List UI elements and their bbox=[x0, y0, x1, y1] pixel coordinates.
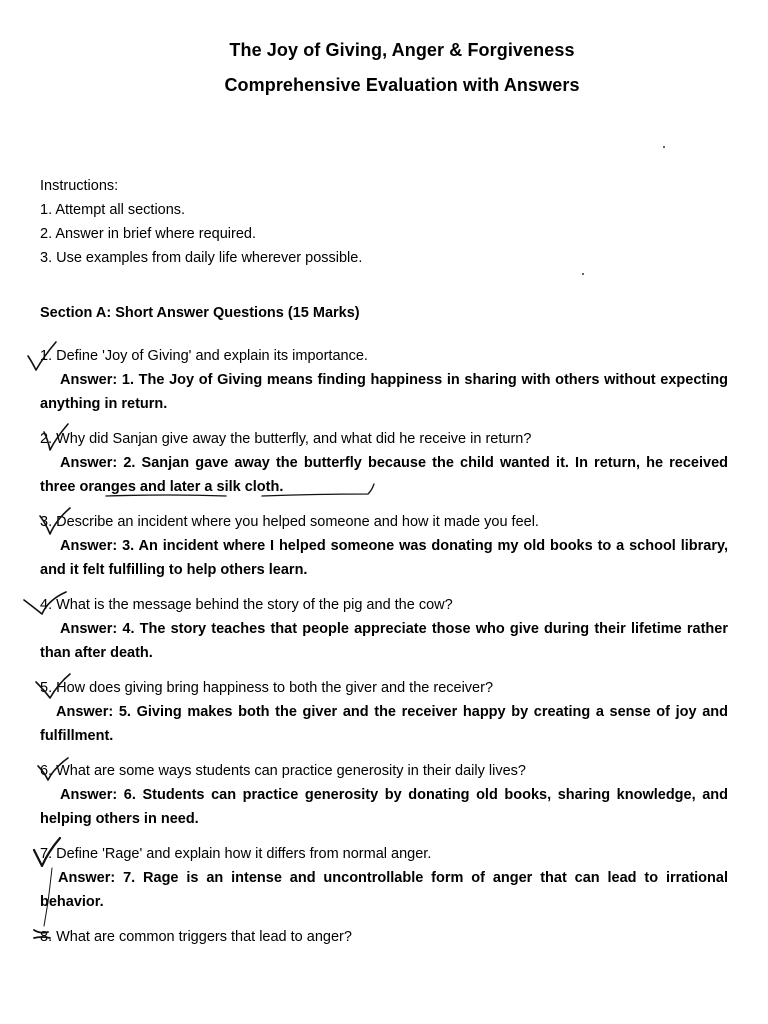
answer-text-part: and bbox=[135, 479, 170, 495]
underlined-phrase: three oranges bbox=[40, 479, 136, 495]
question-block-4 bbox=[40, 595, 728, 665]
question-text: 1. Define 'Joy of Giving' and explain its importance. bbox=[40, 348, 368, 364]
document-title: The Joy of Giving, Anger & Forgiveness bbox=[229, 40, 575, 60]
instruction-item: 3. Use examples from daily life wherever possible. bbox=[40, 250, 363, 266]
instruction-item: 1. Attempt all sections. bbox=[40, 202, 186, 218]
section-a-title: Section A: Short Answer Questions (15 Marks) bbox=[40, 305, 360, 321]
instruction-item: 2. Answer in brief where required. bbox=[40, 226, 256, 242]
answer-text-part: Answer: 2. Sanjan gave away the butterfly because the child wanted it. In return, he received bbox=[60, 455, 728, 471]
answer-text: Answer: 5. Giving makes both the giver and the receiver happy by creating a sense of joy and fulfillment. bbox=[40, 704, 728, 744]
question-text: 4. What is the message behind the story of the pig and the cow? bbox=[40, 597, 453, 613]
question-block-8 bbox=[40, 927, 728, 947]
question-block-1 bbox=[40, 346, 728, 416]
document-subtitle: Comprehensive Evaluation with Answers bbox=[224, 75, 580, 95]
answer-text: Answer: 3. An incident where I helped someone was donating my old books to a school library, and it felt fulfilling to help others learn. bbox=[40, 538, 728, 578]
question-block-3 bbox=[40, 512, 728, 582]
answer-text: Answer: 7. Rage is an intense and uncontrollable form of anger that can lead to irrational behavior. bbox=[40, 870, 728, 910]
question-block-6 bbox=[40, 761, 728, 831]
instructions-block bbox=[40, 174, 362, 270]
question-text: 5. How does giving bring happiness to both the giver and the receiver? bbox=[40, 680, 494, 696]
question-block-5 bbox=[40, 678, 728, 748]
question-text: 3. Describe an incident where you helped someone and how it made you feel. bbox=[40, 514, 539, 530]
answer-text bbox=[40, 451, 728, 499]
question-block-2 bbox=[40, 429, 728, 499]
instructions-heading: Instructions: bbox=[40, 178, 119, 194]
underlined-phrase: later a silk cloth. bbox=[169, 479, 284, 495]
question-block-7 bbox=[40, 844, 728, 914]
answer-text: Answer: 1. The Joy of Giving means finding happiness in sharing with others without expecting anything in return. bbox=[40, 372, 728, 412]
answer-text: Answer: 6. Students can practice generosity by donating old books, sharing knowledge, and helping others in need. bbox=[40, 787, 728, 827]
question-text: 7. Define 'Rage' and explain how it differs from normal anger. bbox=[40, 846, 432, 862]
question-text: 6. What are some ways students can practice generosity in their daily lives? bbox=[40, 763, 526, 779]
question-text: 2. Why did Sanjan give away the butterfly, and what did he receive in return? bbox=[40, 431, 532, 447]
answer-text: Answer: 4. The story teaches that people appreciate those who give during their lifetime rather than after death. bbox=[40, 621, 728, 661]
question-text: 8. What are common triggers that lead to anger? bbox=[40, 929, 352, 945]
